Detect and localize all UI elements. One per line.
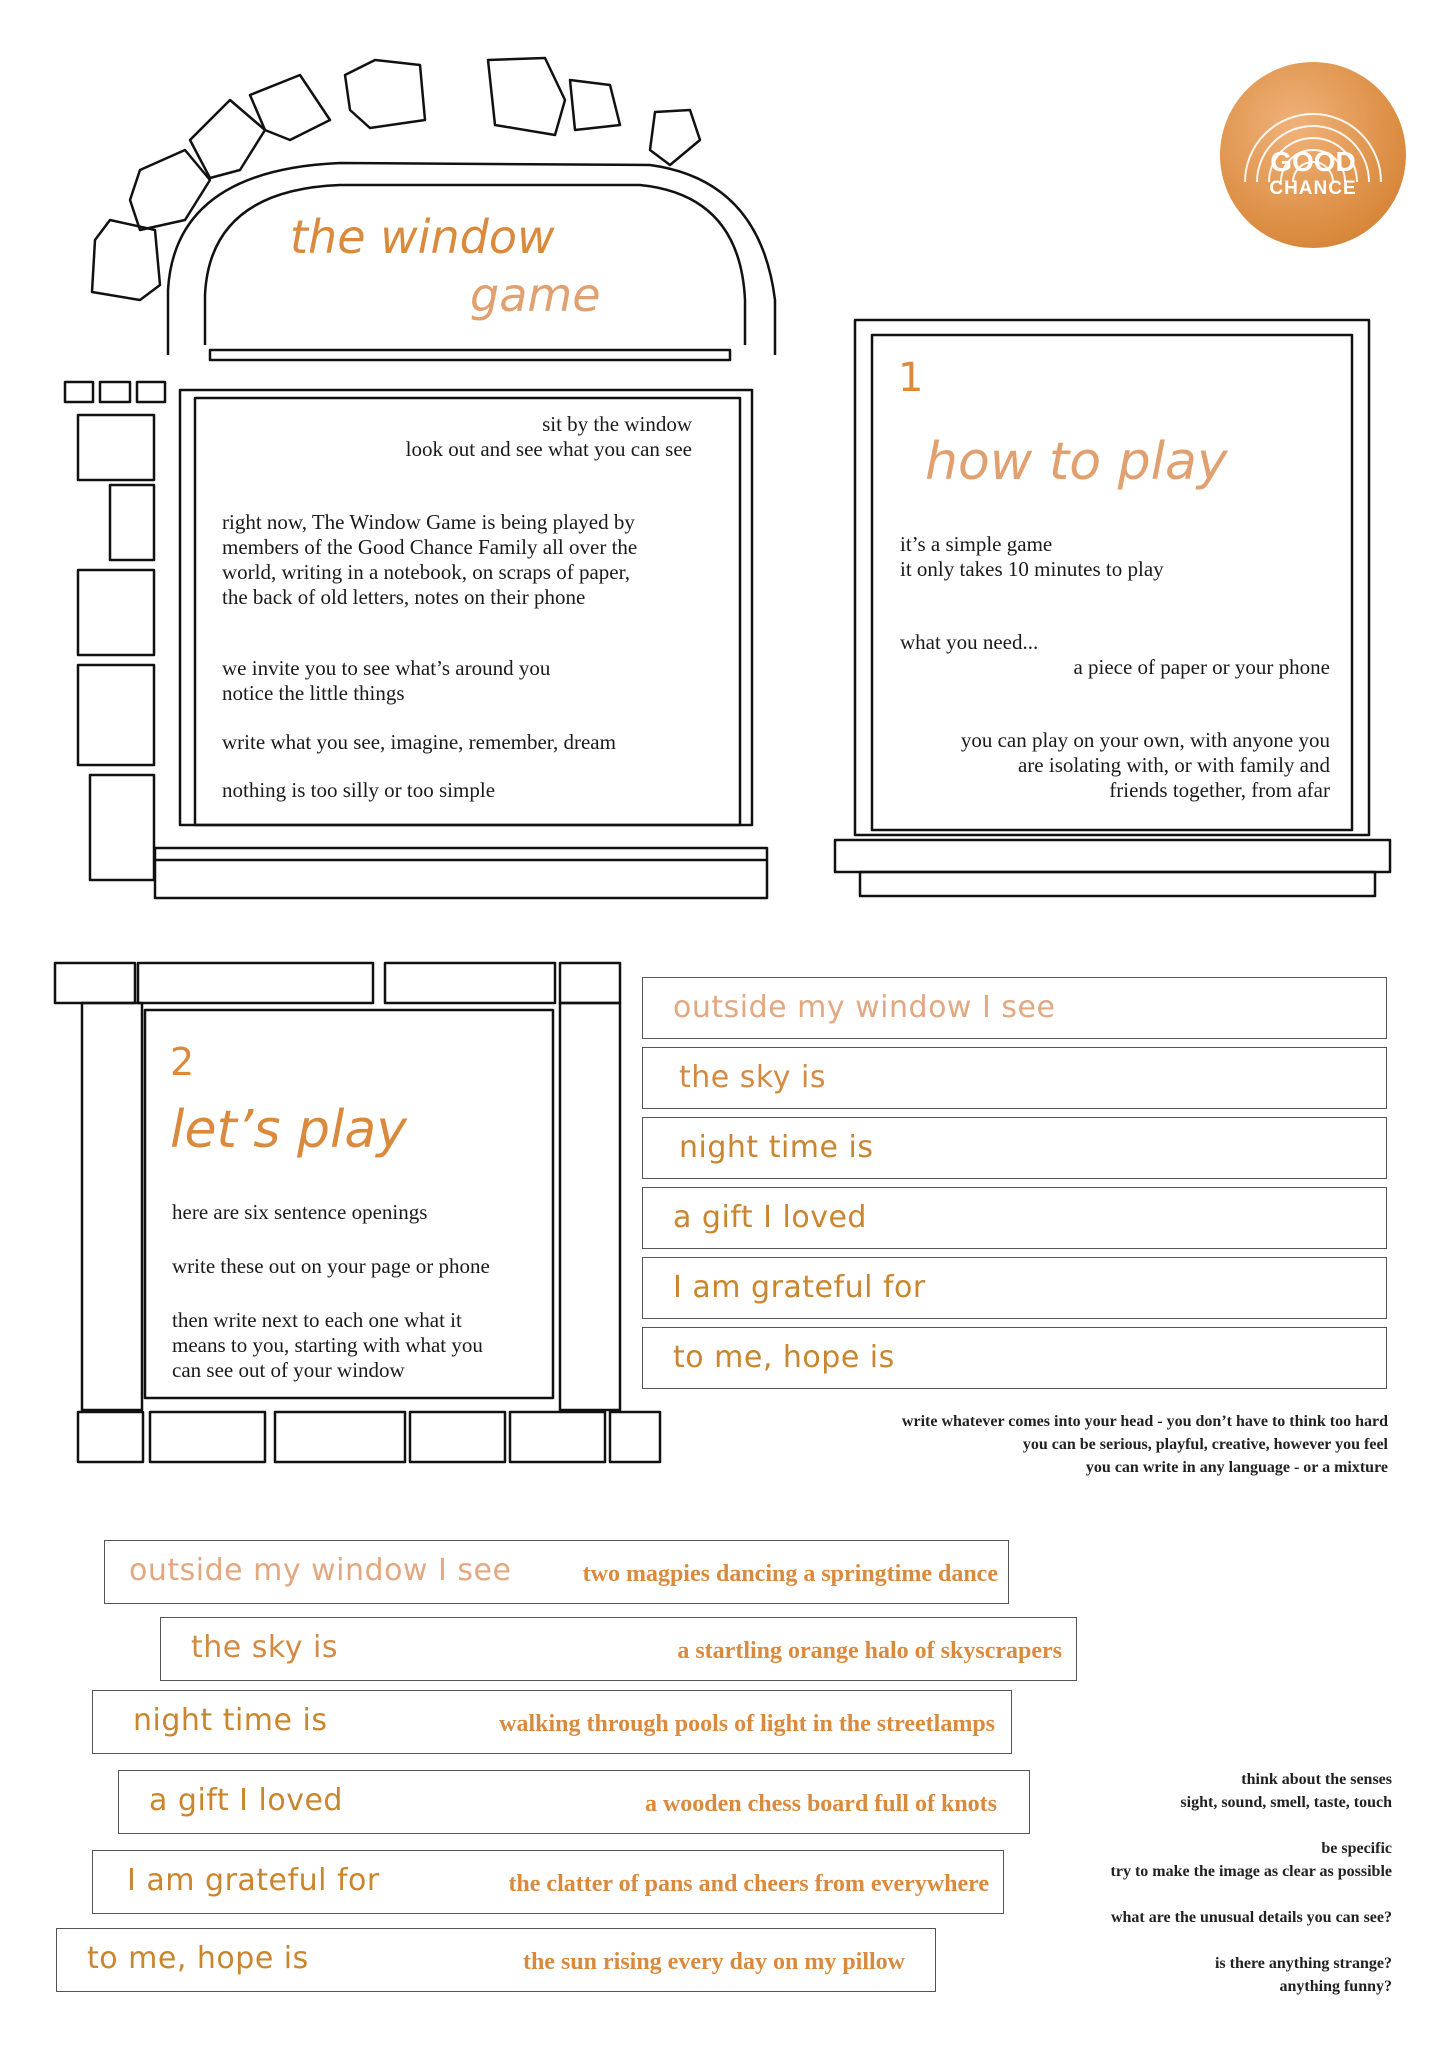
how-need — [900, 630, 1330, 680]
sense-tips — [1040, 1768, 1392, 1998]
intro-p5: nothing is too silly or too simple — [222, 778, 496, 802]
intro-p1 — [222, 412, 692, 462]
intro-p4: write what you see, imagine, remember, dream — [222, 730, 616, 754]
sense-tip: what are the unusual details you can see? — [1110, 1909, 1392, 1926]
sense-tip: try to make the image as clear as possible — [1110, 1863, 1392, 1880]
intro-line: right now, The Window Game is being played by — [222, 510, 635, 534]
lets-l1: here are six sentence openings — [172, 1200, 428, 1224]
intro-line: the back of old letters, notes on their phone — [222, 585, 586, 609]
how-line: you can play on your own, with anyone you — [960, 728, 1330, 752]
lets-title: let’s play — [170, 1100, 408, 1160]
example-prompt: I am grateful for — [127, 1863, 380, 1898]
example-answer: the clatter of pans and cheers from everywhere — [508, 1871, 989, 1897]
example-answer: a wooden chess board full of knots — [644, 1791, 997, 1817]
how-line: a piece of paper or your phone — [1073, 655, 1330, 679]
opening-box — [642, 1257, 1387, 1319]
intro-p2 — [222, 510, 722, 610]
title-line-1: the window — [290, 210, 555, 264]
example-answer: the sun rising every day on my pillow — [522, 1949, 905, 1975]
how-title: how to play — [925, 432, 1228, 492]
example-answer: walking through pools of light in the streetlamps — [499, 1711, 995, 1737]
lets-l3 — [172, 1308, 542, 1383]
opening-text: to me, hope is — [673, 1340, 895, 1375]
title-line-2: game — [470, 268, 601, 322]
lets-line: means to you, starting with what you — [172, 1333, 483, 1357]
example-row — [92, 1850, 1004, 1914]
opening-text: night time is — [679, 1130, 874, 1165]
how-line: friends together, from afar — [1109, 778, 1330, 802]
example-row — [92, 1690, 1012, 1754]
intro-line: members of the Good Chance Family all over the — [222, 535, 638, 559]
intro-p3 — [222, 656, 722, 706]
sense-tip: be specific — [1321, 1840, 1392, 1857]
example-prompt: to me, hope is — [87, 1941, 309, 1976]
example-row — [56, 1928, 936, 1992]
how-number: 1 — [898, 355, 924, 401]
example-answer: two magpies dancing a springtime dance — [582, 1561, 998, 1587]
example-prompt: night time is — [133, 1703, 328, 1738]
sense-tip: is there anything strange? — [1214, 1955, 1392, 1972]
opening-text: a gift I loved — [673, 1200, 867, 1235]
logo-text-good: GOOD — [1270, 146, 1356, 177]
write-tip: you can write in any language - or a mixture — [1085, 1459, 1388, 1476]
intro-line: sit by the window — [542, 412, 692, 436]
sense-tip: sight, sound, smell, taste, touch — [1180, 1794, 1392, 1811]
sense-tip: think about the senses — [1241, 1771, 1392, 1788]
opening-box — [642, 1327, 1387, 1389]
lets-l2: write these out on your page or phone — [172, 1254, 490, 1278]
example-prompt: the sky is — [191, 1630, 338, 1665]
opening-box — [642, 1117, 1387, 1179]
lets-number: 2 — [170, 1040, 195, 1084]
lets-line: then write next to each one what it — [172, 1308, 462, 1332]
write-tip: write whatever comes into your head - you don’t have to think too hard — [901, 1413, 1388, 1430]
opening-box — [642, 977, 1387, 1039]
how-line: what you need... — [900, 630, 1039, 654]
intro-line: notice the little things — [222, 681, 405, 705]
intro-line: look out and see what you can see — [405, 437, 692, 461]
write-tips — [660, 1410, 1388, 1479]
opening-box — [642, 1047, 1387, 1109]
example-row — [104, 1540, 1009, 1604]
how-line: it only takes 10 minutes to play — [900, 557, 1164, 581]
example-prompt: a gift I loved — [149, 1783, 343, 1818]
logo-text-chance: CHANCE — [1269, 178, 1357, 199]
intro-line: world, writing in a notebook, on scraps of paper, — [222, 560, 630, 584]
example-prompt: outside my window I see — [129, 1553, 512, 1588]
lets-line: can see out of your window — [172, 1358, 405, 1382]
write-tip: you can be serious, playful, creative, however you feel — [1022, 1436, 1388, 1453]
example-row — [160, 1617, 1077, 1681]
how-line: it’s a simple game — [900, 532, 1053, 556]
sense-tip: anything funny? — [1279, 1978, 1392, 1995]
opening-text: the sky is — [679, 1060, 826, 1095]
intro-line: we invite you to see what’s around you — [222, 656, 551, 680]
opening-box — [642, 1187, 1387, 1249]
example-row — [118, 1770, 1030, 1834]
opening-text: I am grateful for — [673, 1270, 926, 1305]
opening-text: outside my window I see — [673, 990, 1056, 1025]
how-players — [900, 728, 1330, 803]
how-line: are isolating with, or with family and — [1017, 753, 1330, 777]
example-answer: a startling orange halo of skyscrapers — [677, 1638, 1062, 1664]
how-intro — [900, 532, 1330, 582]
